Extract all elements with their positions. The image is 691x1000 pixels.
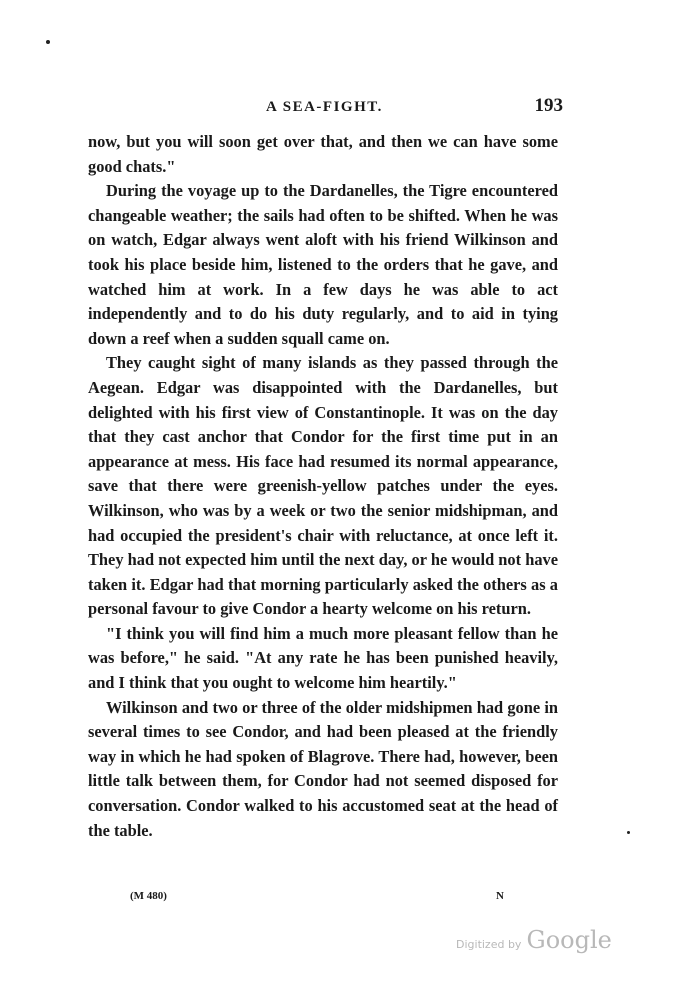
signature-mark: (M 480) [130,890,167,902]
margin-speck [627,831,630,834]
margin-speck [46,40,50,44]
paragraph: They caught sight of many islands as they passed through the Aegean. Edgar was disappointed with the Dardanelles, but delighted with his first view of Constantinople. It was on the day that they cast anchor that Condor for the first time put in an appearance at mess. His face had resumed its normal appearance, save that there were greenish-yellow patches under the eyes. Wilkinson, who was by a week or two the senior midshipman, and had occupied the president's chair with reluctance, at once left it. They had not expected him until the next day, or he would not have taken it. Edgar had that morning particularly asked the others as a personal favour to give Condor a hearty welcome on his return. [88,353,558,619]
page-header [88,95,563,123]
paragraph: "I think you will find him a much more pleasant fellow than he was before," he said. "At any rate he has been punished heavily, and I think that you ought to welcome him heartily." [88,623,558,693]
digitized-by-watermark [456,926,612,954]
paragraph: now, but you will soon get over that, and then we can have some good chats." [88,132,558,176]
running-title: A SEA-FIGHT. [266,99,383,115]
watermark-prefix: Digitized by [456,938,522,951]
body-text [88,130,558,843]
signature-letter: N [496,890,504,902]
page-number: 193 [534,95,563,116]
paragraph: During the voyage up to the Dardanelles, the Tigre encountered changeable weather; the sails had often to be shifted. When he was on watch, Edgar always went aloft with his friend Wilkinson and took his place beside him, listened to the orders that he gave, and watched him at work. In a few days he was able to act independently and to do his duty regularly, and to aid in tying down a reef when a sudden squall came on. [88,181,558,348]
watermark-brand: Google [526,926,612,954]
paragraph: Wilkinson and two or three of the older midshipmen had gone in several times to see Condor, and had been pleased at the friendly way in which he had spoken of Blagrove. There had, however, been little talk between them, for Condor had not seemed disposed for conversation. Condor walked to his accustomed seat at the head of the table. [88,697,558,840]
